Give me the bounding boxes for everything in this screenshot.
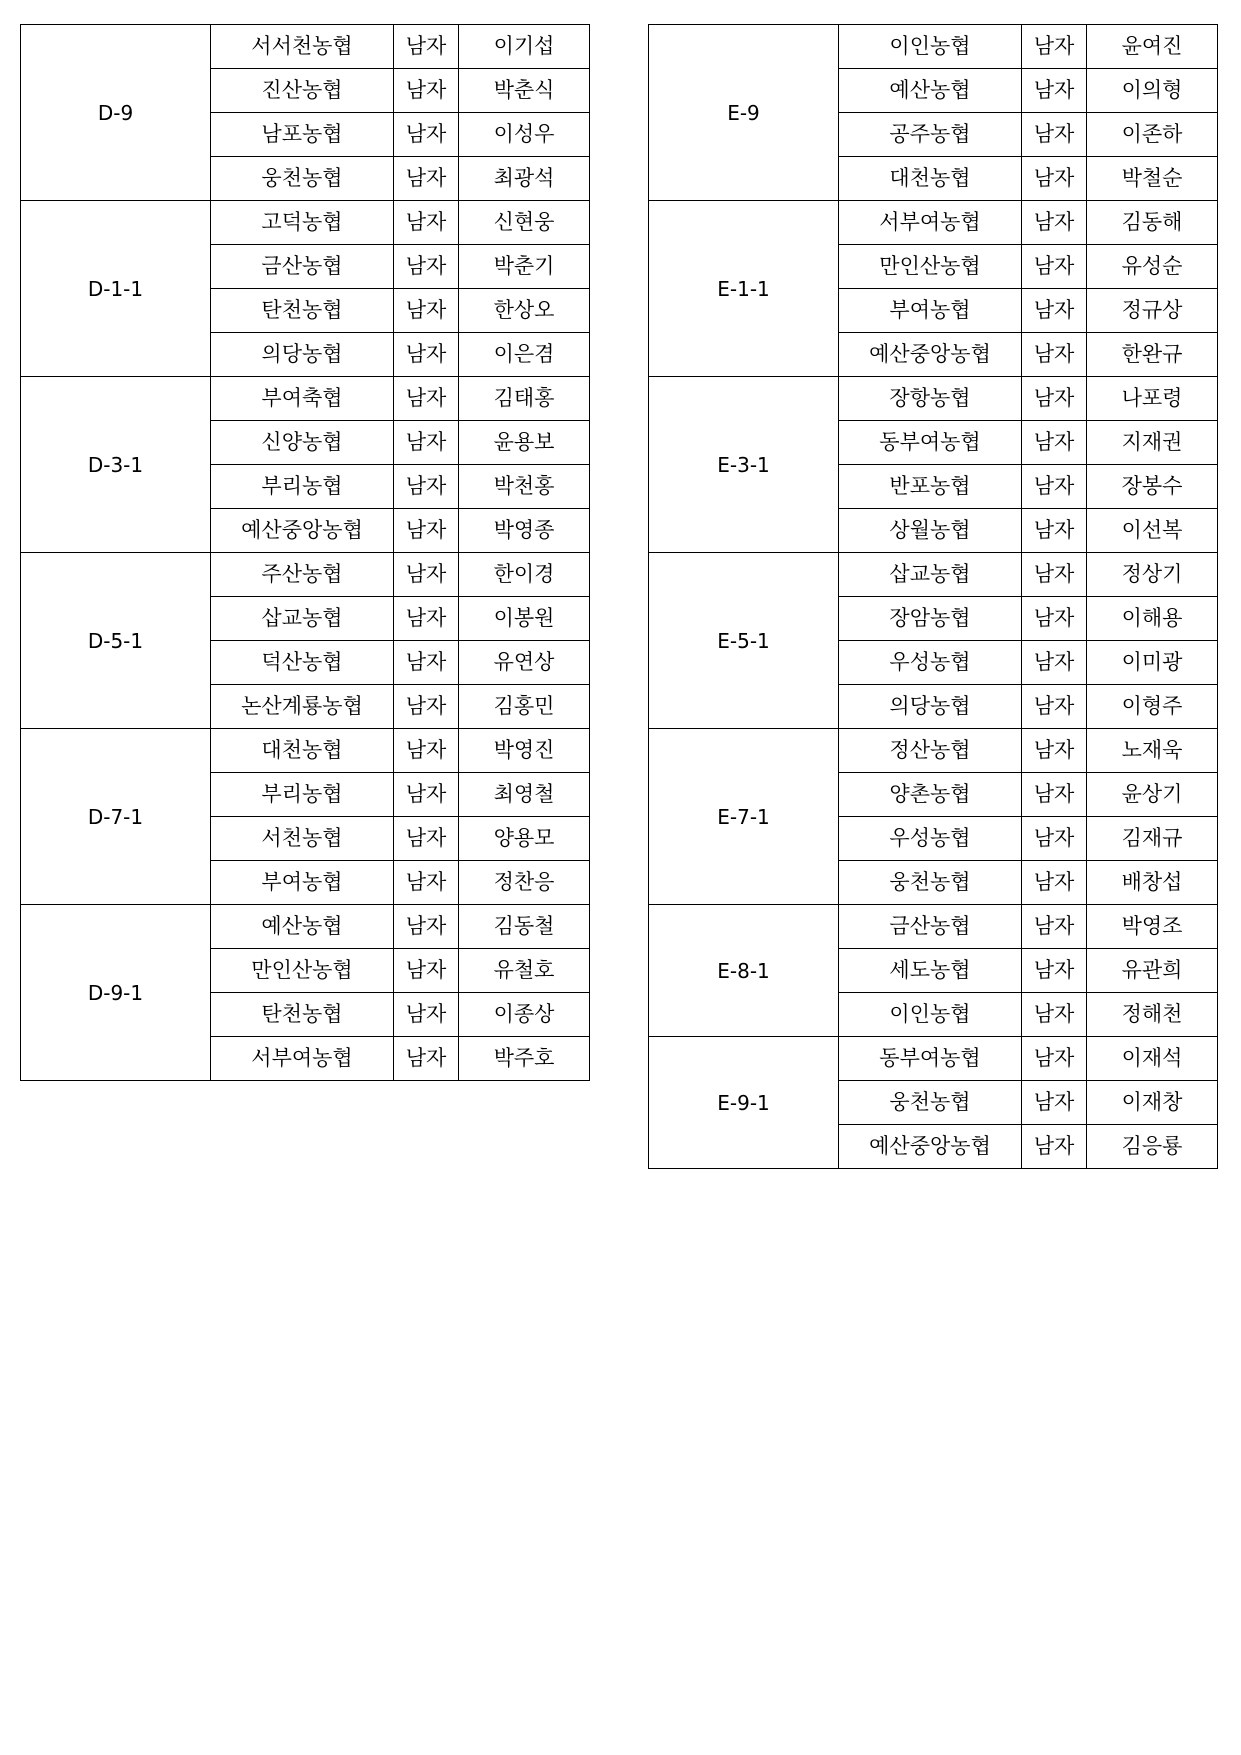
player-name-cell: 윤용보 [459,421,590,465]
roster-body [649,25,1218,1169]
coop-name-cell: 공주농협 [839,113,1022,157]
player-name-cell: 최영철 [459,773,590,817]
player-name-cell: 김홍민 [459,685,590,729]
player-name-cell: 지재권 [1087,421,1218,465]
coop-name-cell: 신양농협 [211,421,394,465]
coop-name-cell: 대천농협 [211,729,394,773]
player-name-cell: 이존하 [1087,113,1218,157]
gender-cell: 남자 [1022,773,1087,817]
coop-name-cell: 정산농협 [839,729,1022,773]
player-name-cell: 이해용 [1087,597,1218,641]
group-code-cell: E-5-1 [649,553,839,729]
gender-cell: 남자 [394,157,459,201]
gender-cell: 남자 [1022,201,1087,245]
gender-cell: 남자 [394,289,459,333]
gender-cell: 남자 [394,773,459,817]
player-name-cell: 장봉수 [1087,465,1218,509]
coop-name-cell: 동부여농협 [839,421,1022,465]
player-name-cell: 김동해 [1087,201,1218,245]
player-name-cell: 이종상 [459,993,590,1037]
table-row [21,729,590,773]
player-name-cell: 김동철 [459,905,590,949]
player-name-cell: 최광석 [459,157,590,201]
player-name-cell: 정해천 [1087,993,1218,1037]
gender-cell: 남자 [394,1037,459,1081]
gender-cell: 남자 [394,949,459,993]
coop-name-cell: 부리농협 [211,465,394,509]
table-row [21,553,590,597]
player-name-cell: 이재창 [1087,1081,1218,1125]
gender-cell: 남자 [1022,817,1087,861]
gender-cell: 남자 [1022,465,1087,509]
group-code-cell: D-9-1 [21,905,211,1081]
gender-cell: 남자 [1022,421,1087,465]
gender-cell: 남자 [394,421,459,465]
coop-name-cell: 고덕농협 [211,201,394,245]
table-row [649,377,1218,421]
player-name-cell: 이선복 [1087,509,1218,553]
gender-cell: 남자 [1022,69,1087,113]
table-row [649,1037,1218,1081]
gender-cell: 남자 [394,597,459,641]
player-name-cell: 한상오 [459,289,590,333]
player-name-cell: 나포령 [1087,377,1218,421]
player-name-cell: 김응룡 [1087,1125,1218,1169]
player-name-cell: 박영종 [459,509,590,553]
player-name-cell: 박춘기 [459,245,590,289]
gender-cell: 남자 [394,201,459,245]
coop-name-cell: 이인농협 [839,25,1022,69]
coop-name-cell: 장항농협 [839,377,1022,421]
player-name-cell: 정상기 [1087,553,1218,597]
roster-body [21,25,590,1081]
player-name-cell: 노재욱 [1087,729,1218,773]
gender-cell: 남자 [394,641,459,685]
player-name-cell: 유철호 [459,949,590,993]
gender-cell: 남자 [394,333,459,377]
coop-name-cell: 우성농협 [839,641,1022,685]
table-row [21,201,590,245]
player-name-cell: 윤상기 [1087,773,1218,817]
coop-name-cell: 부여농협 [211,861,394,905]
gender-cell: 남자 [1022,157,1087,201]
coop-name-cell: 탄천농협 [211,993,394,1037]
gender-cell: 남자 [1022,245,1087,289]
player-name-cell: 박주호 [459,1037,590,1081]
gender-cell: 남자 [1022,949,1087,993]
gender-cell: 남자 [394,685,459,729]
group-code-cell: E-8-1 [649,905,839,1037]
coop-name-cell: 만인산농협 [211,949,394,993]
player-name-cell: 정규상 [1087,289,1218,333]
group-code-cell: D-7-1 [21,729,211,905]
player-name-cell: 이의형 [1087,69,1218,113]
gender-cell: 남자 [1022,1081,1087,1125]
coop-name-cell: 금산농협 [839,905,1022,949]
group-code-cell: D-1-1 [21,201,211,377]
coop-name-cell: 동부여농협 [839,1037,1022,1081]
gender-cell: 남자 [1022,597,1087,641]
coop-name-cell: 남포농협 [211,113,394,157]
player-name-cell: 한이경 [459,553,590,597]
coop-name-cell: 서서천농협 [211,25,394,69]
gender-cell: 남자 [1022,25,1087,69]
coop-name-cell: 금산농협 [211,245,394,289]
player-name-cell: 이형주 [1087,685,1218,729]
coop-name-cell: 부여축협 [211,377,394,421]
player-name-cell: 한완규 [1087,333,1218,377]
player-name-cell: 배창섭 [1087,861,1218,905]
player-name-cell: 정찬응 [459,861,590,905]
player-name-cell: 박천홍 [459,465,590,509]
coop-name-cell: 논산계룡농협 [211,685,394,729]
coop-name-cell: 대천농협 [839,157,1022,201]
coop-name-cell: 예산중앙농협 [839,1125,1022,1169]
coop-name-cell: 의당농협 [211,333,394,377]
gender-cell: 남자 [394,69,459,113]
coop-name-cell: 반포농협 [839,465,1022,509]
player-name-cell: 박춘식 [459,69,590,113]
coop-name-cell: 예산농협 [839,69,1022,113]
gender-cell: 남자 [394,377,459,421]
coop-name-cell: 예산농협 [211,905,394,949]
gender-cell: 남자 [394,509,459,553]
gender-cell: 남자 [1022,861,1087,905]
gender-cell: 남자 [1022,993,1087,1037]
coop-name-cell: 웅천농협 [839,861,1022,905]
coop-name-cell: 장암농협 [839,597,1022,641]
gender-cell: 남자 [394,25,459,69]
player-name-cell: 이성우 [459,113,590,157]
coop-name-cell: 서천농협 [211,817,394,861]
player-name-cell: 신현웅 [459,201,590,245]
gender-cell: 남자 [1022,1125,1087,1169]
player-name-cell: 유관희 [1087,949,1218,993]
coop-name-cell: 양촌농협 [839,773,1022,817]
gender-cell: 남자 [1022,905,1087,949]
coop-name-cell: 주산농협 [211,553,394,597]
player-name-cell: 이봉원 [459,597,590,641]
gender-cell: 남자 [394,993,459,1037]
group-code-cell: E-9 [649,25,839,201]
coop-name-cell: 의당농협 [839,685,1022,729]
coop-name-cell: 서부여농협 [839,201,1022,245]
player-name-cell: 박철순 [1087,157,1218,201]
gender-cell: 남자 [1022,685,1087,729]
gender-cell: 남자 [394,245,459,289]
player-name-cell: 이재석 [1087,1037,1218,1081]
group-code-cell: E-7-1 [649,729,839,905]
gender-cell: 남자 [1022,509,1087,553]
gender-cell: 남자 [394,905,459,949]
coop-name-cell: 예산중앙농협 [211,509,394,553]
gender-cell: 남자 [394,817,459,861]
player-name-cell: 유성순 [1087,245,1218,289]
gender-cell: 남자 [1022,333,1087,377]
player-name-cell: 윤여진 [1087,25,1218,69]
player-name-cell: 김재규 [1087,817,1218,861]
coop-name-cell: 웅천농협 [839,1081,1022,1125]
coop-name-cell: 세도농협 [839,949,1022,993]
coop-name-cell: 이인농협 [839,993,1022,1037]
player-name-cell: 양용모 [459,817,590,861]
gender-cell: 남자 [394,729,459,773]
player-name-cell: 유연상 [459,641,590,685]
coop-name-cell: 웅천농협 [211,157,394,201]
roster-table-left [20,24,590,1081]
group-code-cell: D-5-1 [21,553,211,729]
table-row [21,377,590,421]
gender-cell: 남자 [1022,377,1087,421]
player-name-cell: 이은겸 [459,333,590,377]
gender-cell: 남자 [394,553,459,597]
coop-name-cell: 삽교농협 [211,597,394,641]
gender-cell: 남자 [394,465,459,509]
player-name-cell: 박영진 [459,729,590,773]
gender-cell: 남자 [394,861,459,905]
coop-name-cell: 서부여농협 [211,1037,394,1081]
coop-name-cell: 삽교농협 [839,553,1022,597]
player-name-cell: 이기섭 [459,25,590,69]
gender-cell: 남자 [1022,1037,1087,1081]
table-row [649,729,1218,773]
coop-name-cell: 부여농협 [839,289,1022,333]
gender-cell: 남자 [394,113,459,157]
coop-name-cell: 진산농협 [211,69,394,113]
group-code-cell: E-9-1 [649,1037,839,1169]
coop-name-cell: 우성농협 [839,817,1022,861]
player-name-cell: 김태홍 [459,377,590,421]
player-name-cell: 이미광 [1087,641,1218,685]
group-code-cell: D-3-1 [21,377,211,553]
table-row [649,553,1218,597]
roster-table-right [648,24,1218,1169]
gender-cell: 남자 [1022,113,1087,157]
coop-name-cell: 부리농협 [211,773,394,817]
table-row [649,201,1218,245]
gender-cell: 남자 [1022,553,1087,597]
coop-name-cell: 만인산농협 [839,245,1022,289]
gender-cell: 남자 [1022,289,1087,333]
coop-name-cell: 덕산농협 [211,641,394,685]
group-code-cell: E-1-1 [649,201,839,377]
coop-name-cell: 상월농협 [839,509,1022,553]
gender-cell: 남자 [1022,641,1087,685]
table-row [649,25,1218,69]
coop-name-cell: 탄천농협 [211,289,394,333]
player-name-cell: 박영조 [1087,905,1218,949]
coop-name-cell: 예산중앙농협 [839,333,1022,377]
table-row [649,905,1218,949]
table-row [21,905,590,949]
group-code-cell: D-9 [21,25,211,201]
group-code-cell: E-3-1 [649,377,839,553]
table-row [21,25,590,69]
gender-cell: 남자 [1022,729,1087,773]
